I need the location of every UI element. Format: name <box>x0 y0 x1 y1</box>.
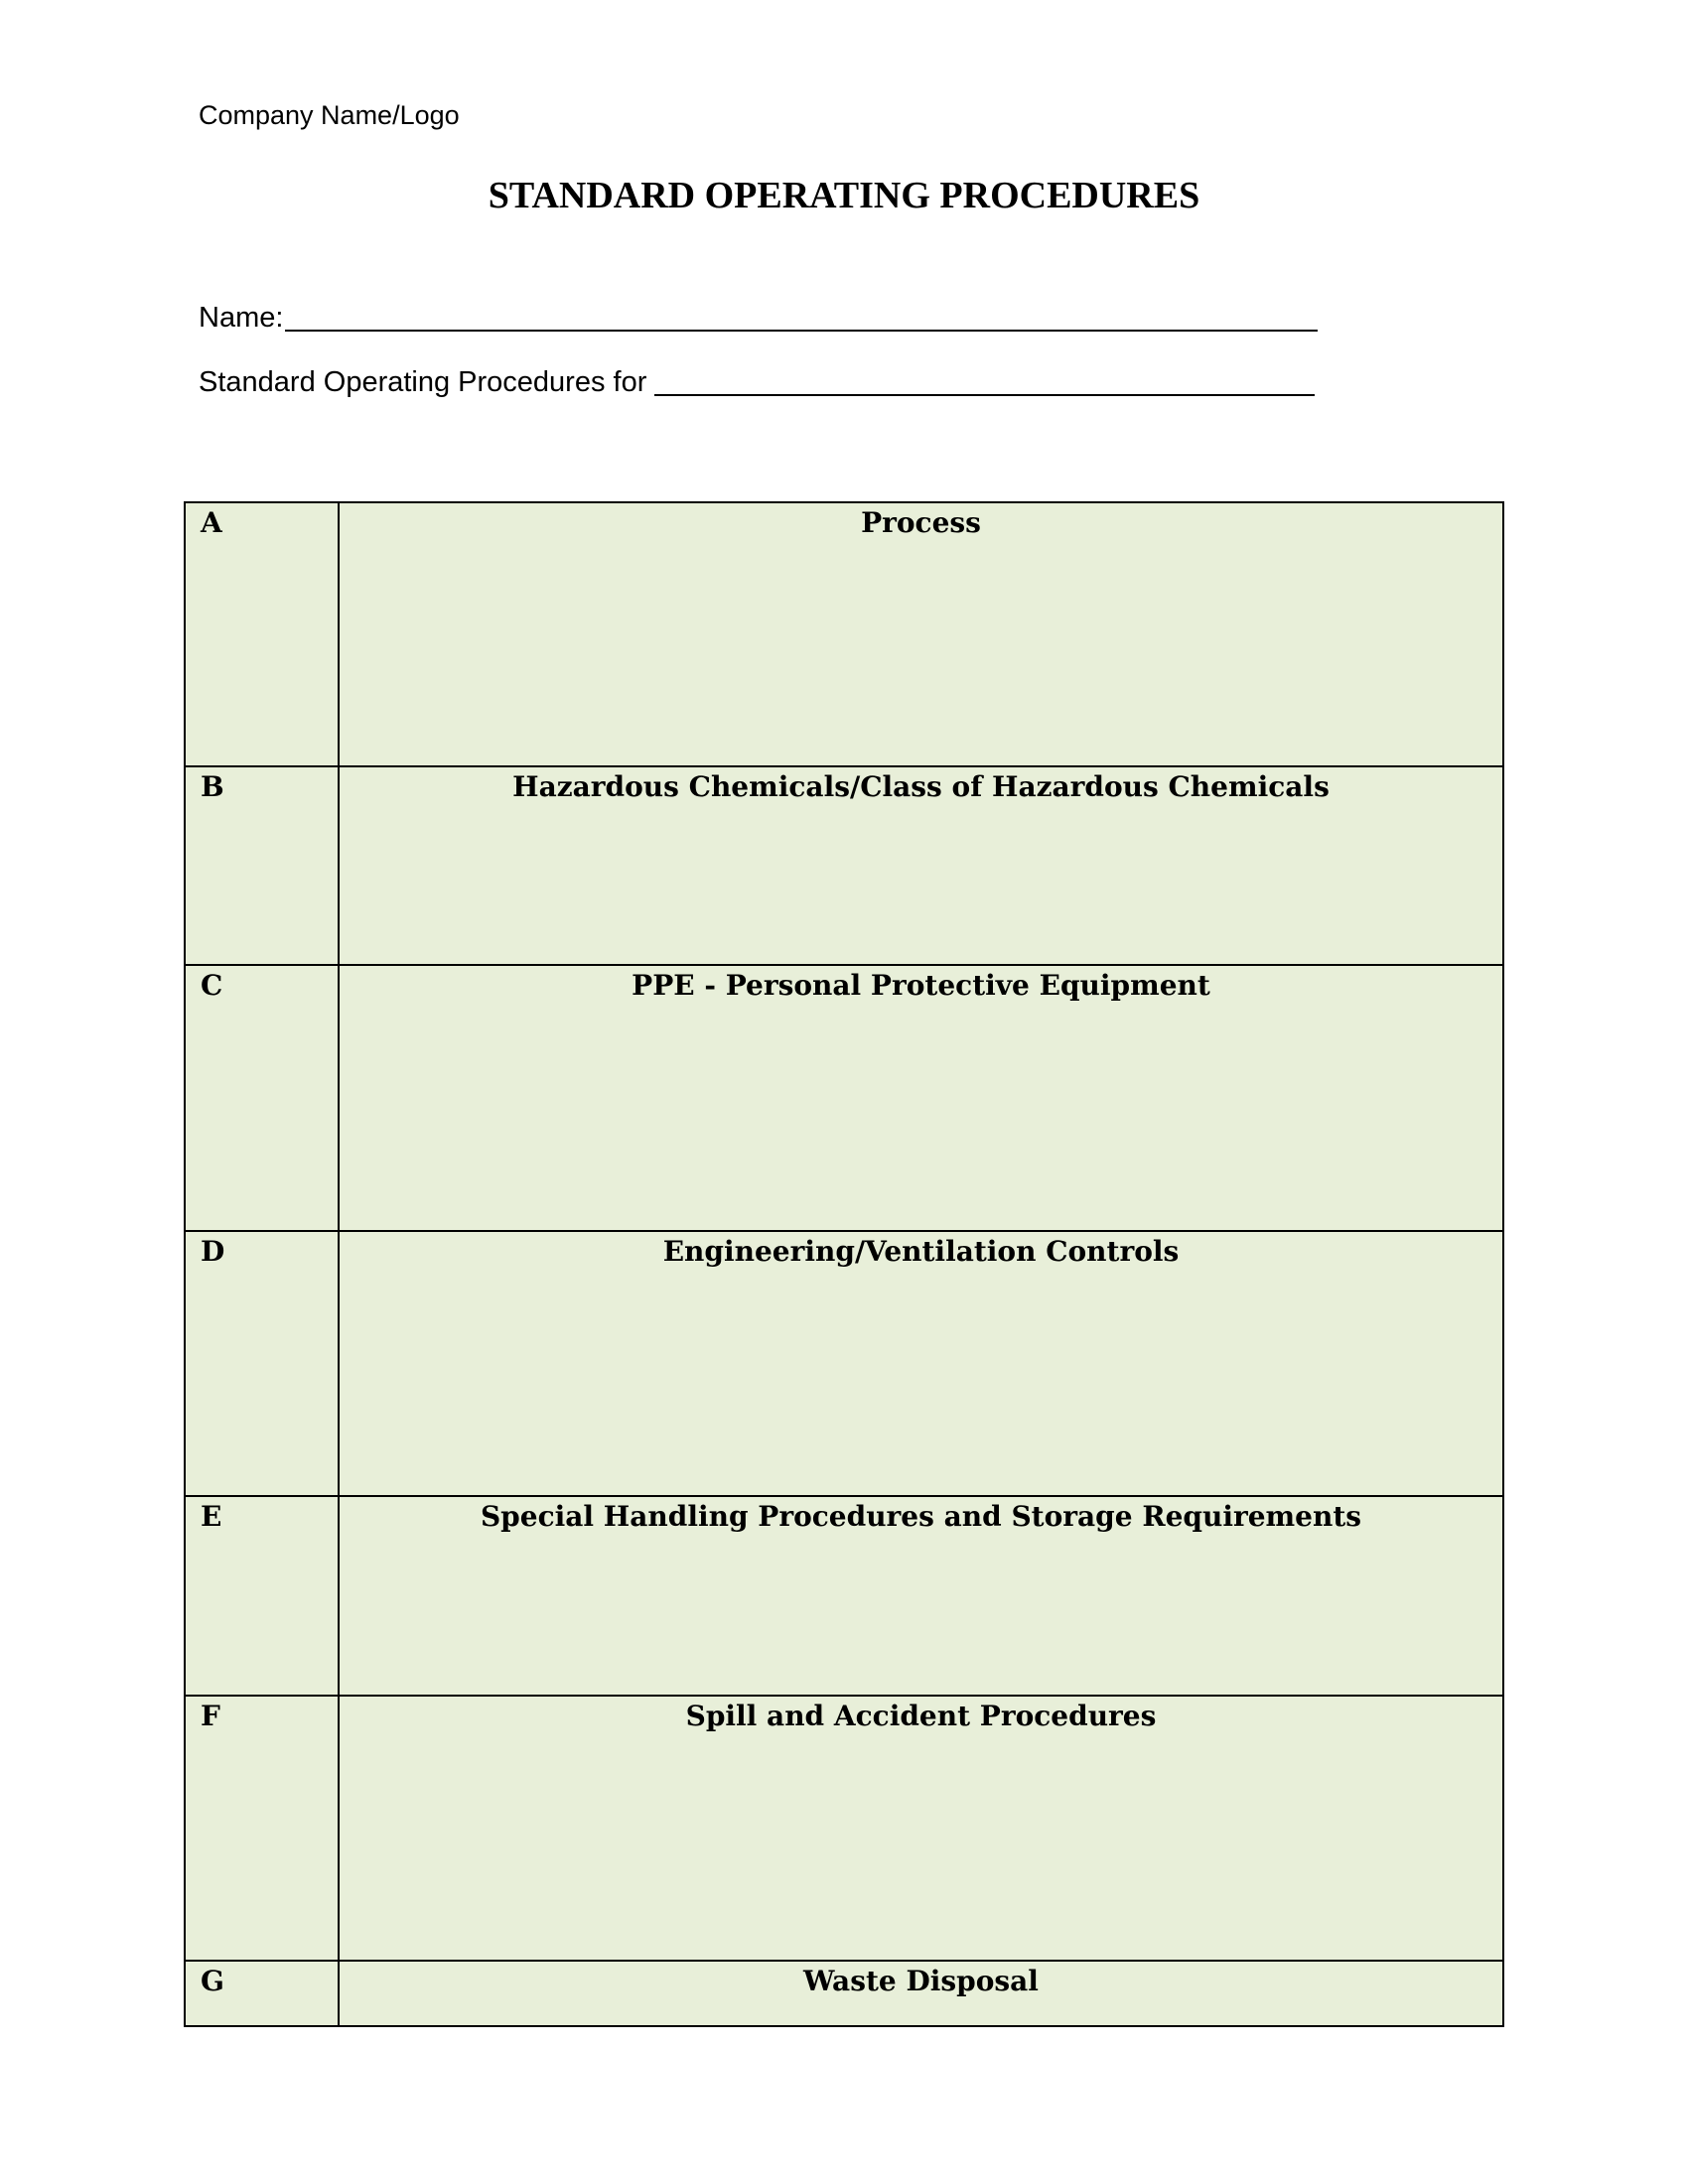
page-title: STANDARD OPERATING PROCEDURES <box>488 175 1200 216</box>
name-field <box>199 298 1318 338</box>
section-heading[interactable]: Hazardous Chemicals/Class of Hazardous Chemicals <box>339 766 1503 965</box>
sop-for-field <box>199 362 1315 402</box>
section-letter: E <box>185 1496 339 1696</box>
table-row <box>185 1696 1503 1961</box>
table-row <box>185 1231 1503 1496</box>
section-heading[interactable]: PPE - Personal Protective Equipment <box>339 965 1503 1231</box>
section-heading[interactable]: Spill and Accident Procedures <box>339 1696 1503 1961</box>
sop-for-blank-line[interactable] <box>654 364 1315 396</box>
company-name-logo: Company Name/Logo <box>199 100 460 130</box>
section-letter: C <box>185 965 339 1231</box>
sop-for-label: Standard Operating Procedures for <box>199 366 647 398</box>
name-blank-line[interactable] <box>285 300 1318 332</box>
section-letter: D <box>185 1231 339 1496</box>
section-heading[interactable]: Special Handling Procedures and Storage Requirements <box>339 1496 1503 1696</box>
section-heading[interactable]: Waste Disposal <box>339 1961 1503 2026</box>
section-heading[interactable]: Engineering/Ventilation Controls <box>339 1231 1503 1496</box>
sop-table <box>184 501 1504 2027</box>
table-row <box>185 1961 1503 2026</box>
section-letter: G <box>185 1961 339 2026</box>
section-letter: F <box>185 1696 339 1961</box>
name-label: Name: <box>199 302 284 334</box>
section-letter: B <box>185 766 339 965</box>
table-row <box>185 965 1503 1231</box>
table-row <box>185 766 1503 965</box>
table-row <box>185 1496 1503 1696</box>
section-heading[interactable]: Process <box>339 502 1503 766</box>
table-row <box>185 502 1503 766</box>
section-letter: A <box>185 502 339 766</box>
